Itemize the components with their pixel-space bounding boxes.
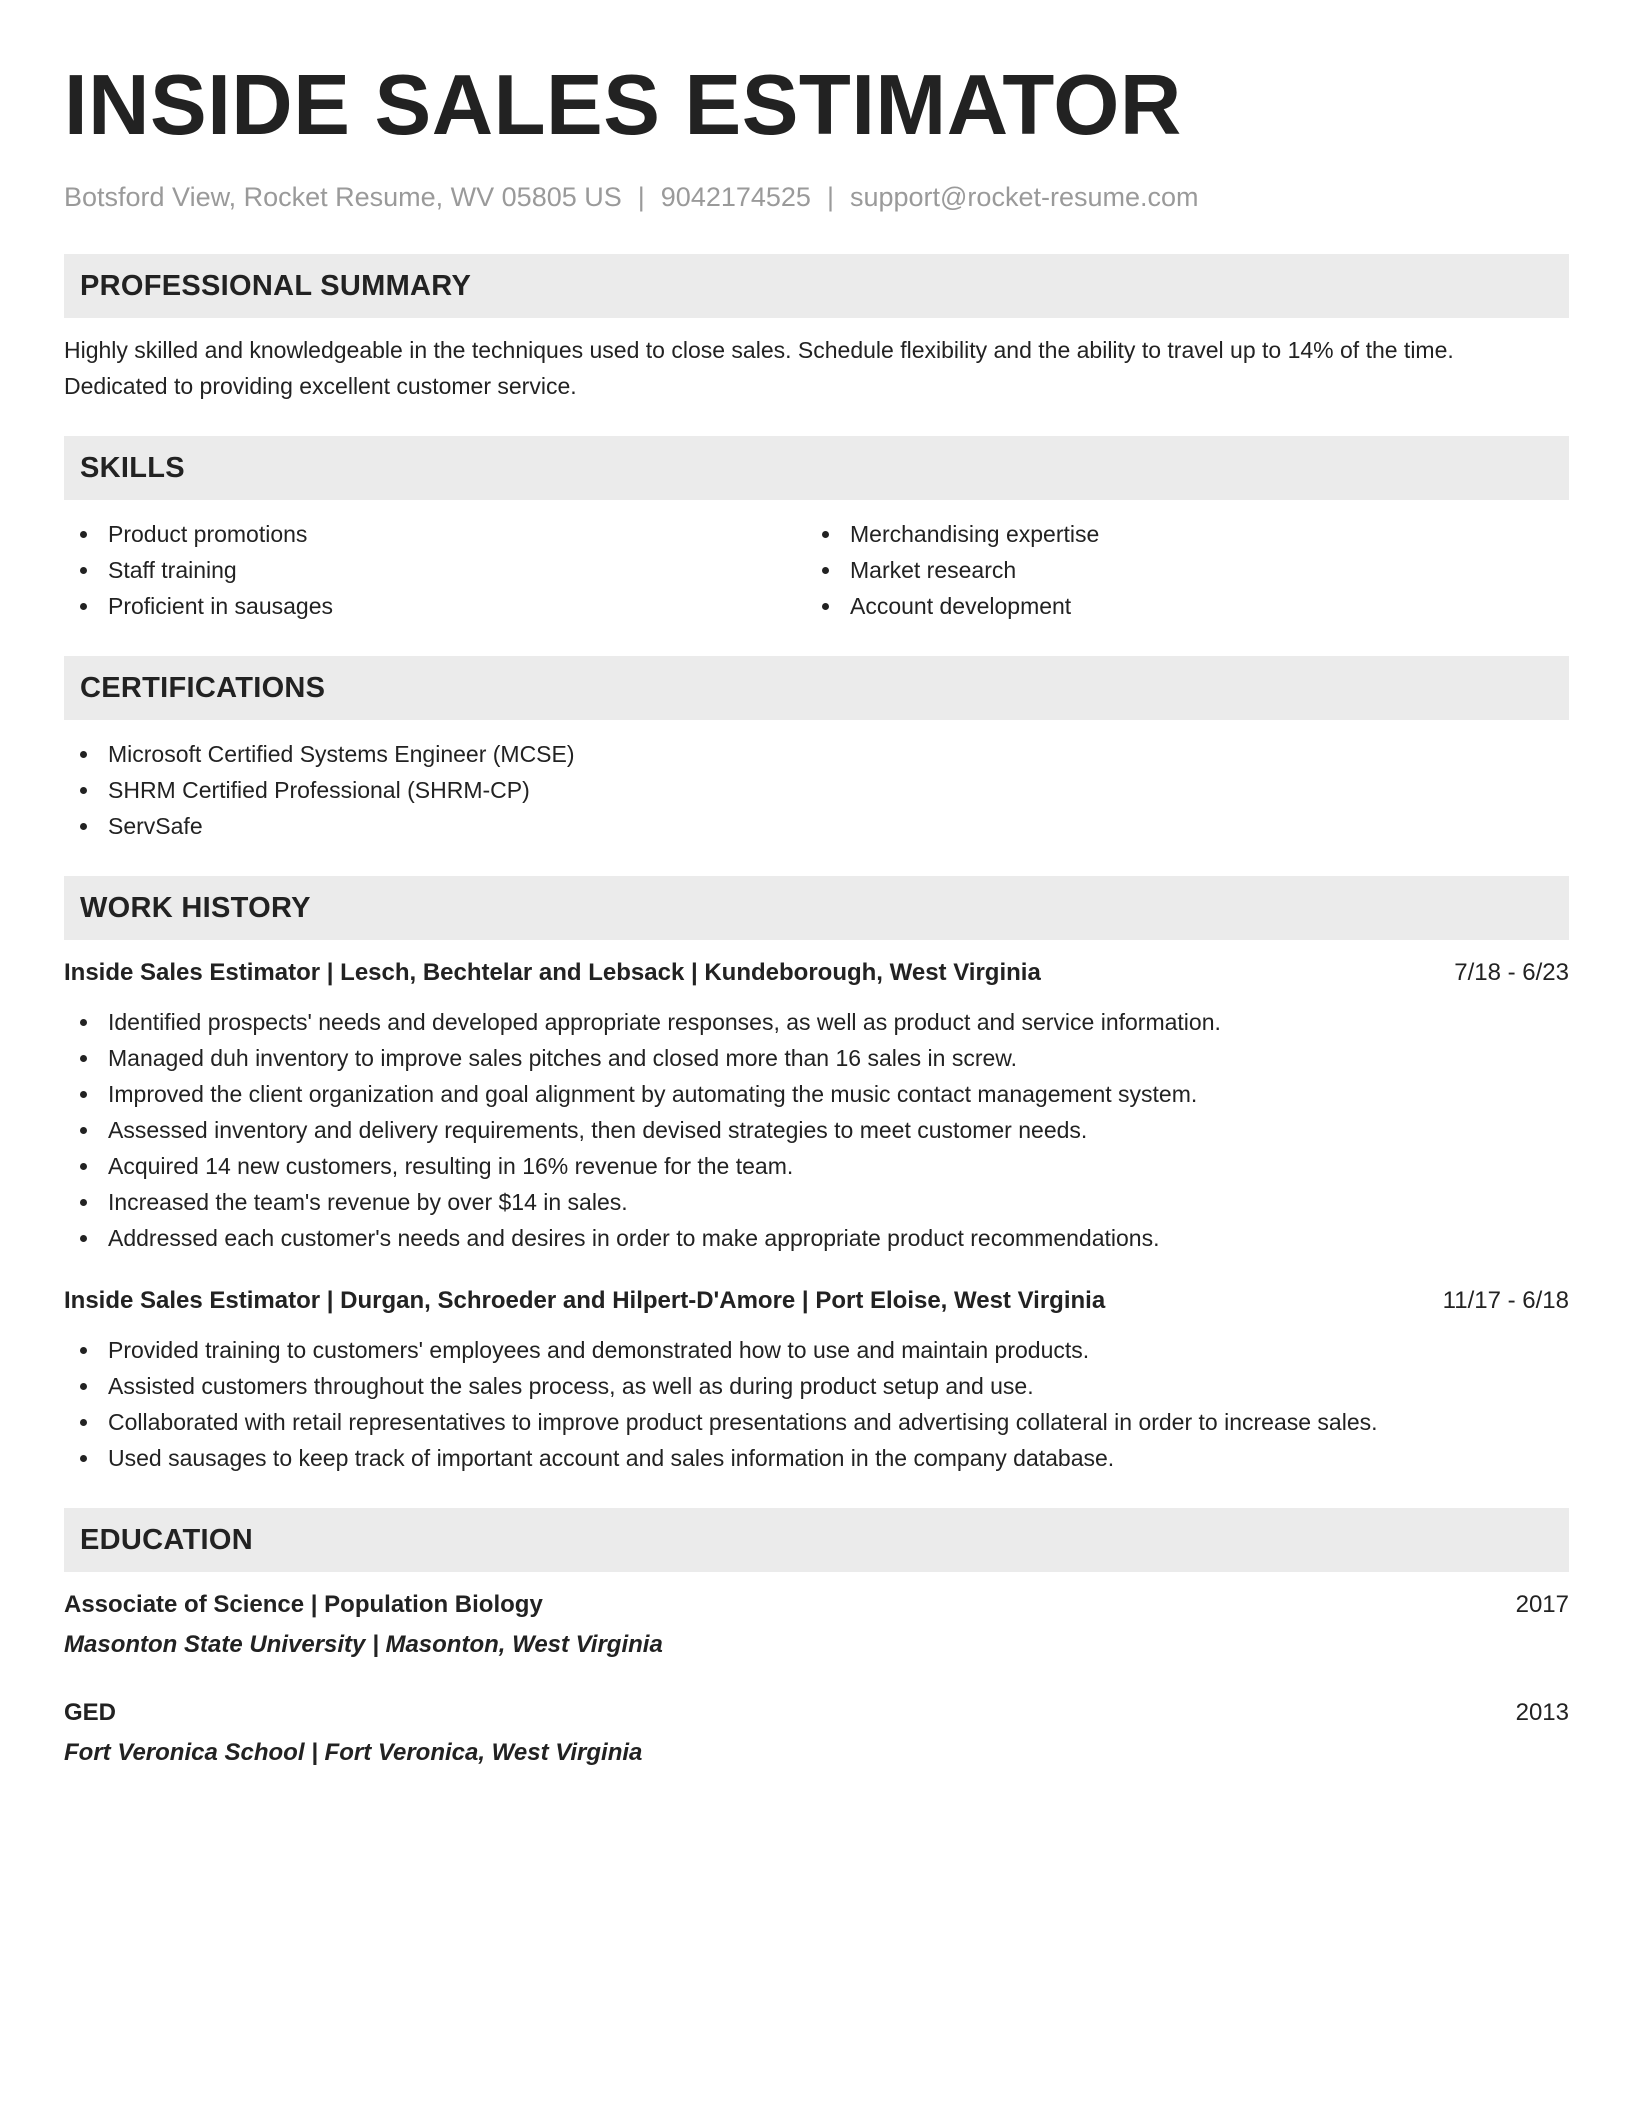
skill-item: Staff training [64,552,806,588]
certification-item: SHRM Certified Professional (SHRM-CP) [64,772,1569,808]
education-year: 2017 [1515,1591,1569,1618]
section-header-skills: SKILLS [64,436,1569,500]
education-school: Fort Veronica School | Fort Veronica, West Virginia [64,1739,643,1766]
skill-item: Proficient in sausages [64,588,806,624]
section-header-certifications: CERTIFICATIONS [64,656,1569,720]
job-bullet: Collaborated with retail representatives to improve product presentations and advertising collateral in order to increase sales. [64,1404,1569,1440]
contact-separator: | [826,182,834,212]
education-entry [64,1588,1569,1662]
job-bullet: Used sausages to keep track of important account and sales information in the company database. [64,1440,1569,1476]
candidate-name: INSIDE SALES ESTIMATOR [64,58,1182,153]
job-dates: 11/17 - 6/18 [1442,1287,1569,1314]
job-bullets [64,1004,1569,1256]
skills-column-right [806,516,1548,624]
skill-item: Product promotions [64,516,806,552]
job-header [64,1284,1569,1318]
job-bullets [64,1332,1569,1476]
certification-item: Microsoft Certified Systems Engineer (MCSE) [64,736,1569,772]
skill-item: Market research [806,552,1548,588]
education-degree: GED [64,1699,117,1726]
contact-phone[interactable]: 9042174525 [660,182,811,212]
skill-item: Account development [806,588,1548,624]
skills-column-left [64,516,806,624]
summary-text [64,332,1569,404]
education-entry [64,1696,1569,1770]
education-header [64,1696,1569,1730]
contact-email[interactable]: support@rocket-resume.com [849,182,1199,212]
job-entry [64,1284,1569,1476]
education-year: 2013 [1515,1699,1569,1726]
resume-page [64,0,1569,1770]
job-entry [64,956,1569,1256]
education-degree: Associate of Science | Population Biology [64,1591,543,1618]
section-header-summary: PROFESSIONAL SUMMARY [64,254,1569,318]
job-bullet: Managed duh inventory to improve sales pitches and closed more than 16 sales in screw. [64,1040,1569,1076]
section-header-work-history: WORK HISTORY [64,876,1569,940]
job-bullet: Increased the team's revenue by over $14 in sales. [64,1184,1569,1220]
summary-line: Dedicated to providing excellent customer service. [64,373,577,399]
skills-list [64,516,1569,624]
contact-address: Botsford View, Rocket Resume, WV 05805 US [64,182,622,212]
summary-line: Highly skilled and knowledgeable in the techniques used to close sales. Schedule flexibility and the ability to travel up to 14% of the time. [64,337,1454,363]
job-bullet: Acquired 14 new customers, resulting in 16% revenue for the team. [64,1148,1569,1184]
job-bullet: Improved the client organization and goal alignment by automating the music contact management system. [64,1076,1569,1112]
job-bullet: Addressed each customer's needs and desires in order to make appropriate product recommendations. [64,1220,1569,1256]
job-bullet: Provided training to customers' employees and demonstrated how to use and maintain products. [64,1332,1569,1368]
certifications-list [64,736,1569,844]
job-bullet: Assessed inventory and delivery requirements, then devised strategies to meet customer needs. [64,1112,1569,1148]
skill-item: Merchandising expertise [806,516,1548,552]
certification-item: ServSafe [64,808,1569,844]
education-header [64,1588,1569,1622]
job-bullet: Assisted customers throughout the sales process, as well as during product setup and use. [64,1368,1569,1404]
job-header [64,956,1569,990]
contact-separator: | [637,182,645,212]
job-dates: 7/18 - 6/23 [1454,959,1569,986]
job-title: Inside Sales Estimator | Lesch, Bechtelar and Lebsack | Kundeborough, West Virginia [64,959,1041,986]
section-header-education: EDUCATION [64,1508,1569,1572]
job-bullet: Identified prospects' needs and developed appropriate responses, as well as product and service information. [64,1004,1569,1040]
education-school: Masonton State University | Masonton, West Virginia [64,1631,663,1658]
job-title: Inside Sales Estimator | Durgan, Schroeder and Hilpert-D'Amore | Port Eloise, West Virginia [64,1287,1106,1314]
contact-line [64,180,1569,214]
